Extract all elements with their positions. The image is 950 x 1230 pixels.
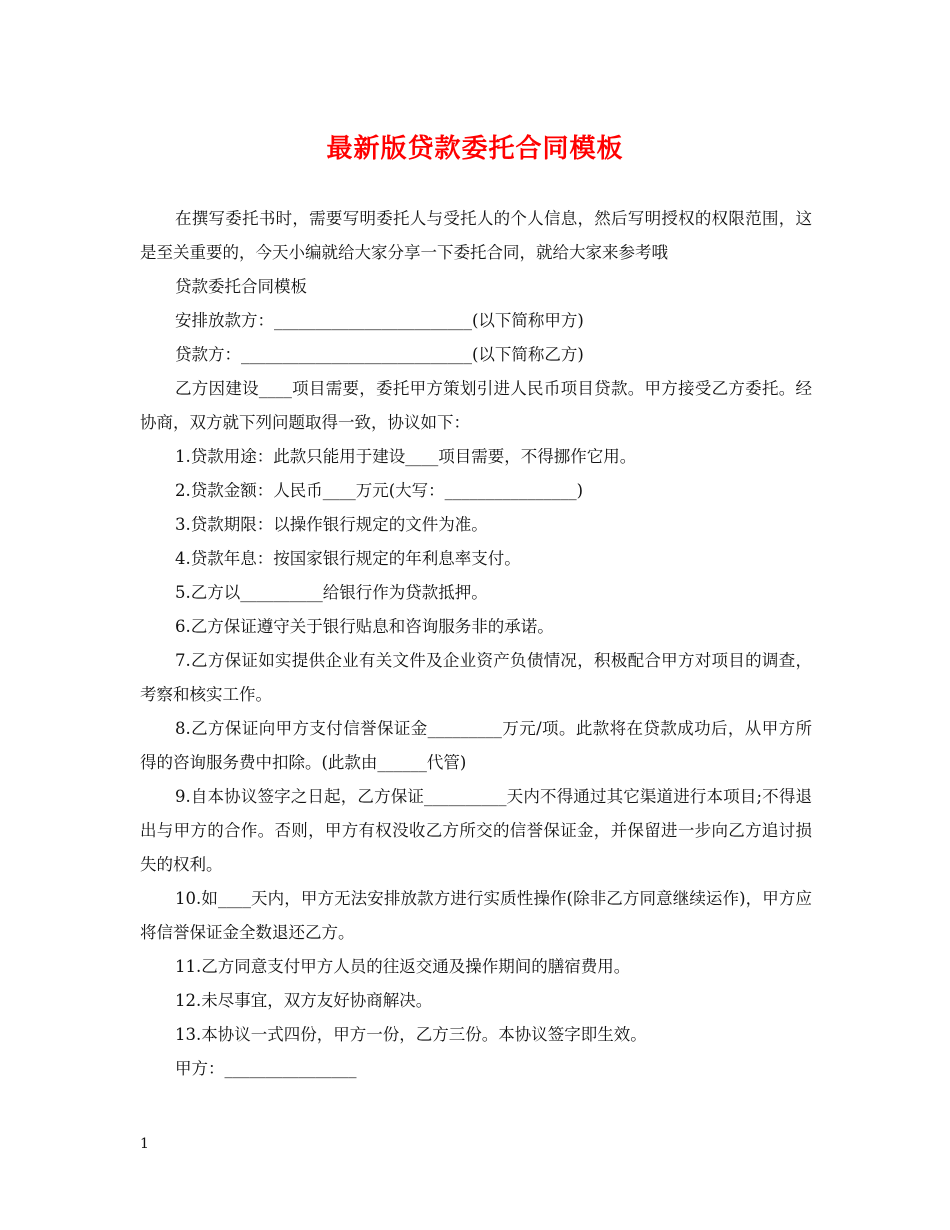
clause-10: 10.如____天内，甲方无法安排放款方进行实质性操作(除非乙方同意继续运作)，甲方应将信誉保证金全数退还乙方。	[140, 889, 812, 942]
clause-13: 13.本协议一式四份，甲方一份，乙方三份。本协议签字即生效。	[175, 1025, 647, 1044]
clause-2: 2.贷款金额：人民币____万元(大写：________________)	[175, 481, 584, 500]
clause-3: 3.贷款期限：以操作银行规定的文件为准。	[175, 515, 488, 534]
clause-8: 8.乙方保证向甲方支付信誉保证金_________万元/项。此款将在贷款成功后，从甲方所得的咨询服务费中扣除。(此款由______代管)	[140, 719, 812, 772]
signature-party-a: 甲方：________________	[175, 1059, 357, 1078]
preamble-paragraph: 乙方因建设____项目需要，委托甲方策划引进人民币项目贷款。甲方接受乙方委托。经协商，双方就下列问题取得一致，协议如下：	[140, 379, 812, 432]
clause-4: 4.贷款年息：按国家银行规定的年利息率支付。	[175, 549, 521, 568]
party-b-line: 贷款方：____________________________(以下简称乙方)	[175, 345, 584, 364]
document-body	[140, 202, 812, 1086]
clause-11: 11.乙方同意支付甲方人员的往返交通及操作期间的膳宿费用。	[175, 957, 631, 976]
document-title: 最新版贷款委托合同模板	[326, 134, 624, 164]
contract-heading: 贷款委托合同模板	[175, 277, 307, 296]
party-a-line: 安排放款方：________________________(以下简称甲方)	[175, 311, 584, 330]
intro-paragraph: 在撰写委托书时，需要写明委托人与受托人的个人信息，然后写明授权的权限范围，这是至关重要的，今天小编就给大家分享一下委托合同，就给大家来参考哦	[140, 209, 812, 262]
clause-9: 9.自本协议签字之日起，乙方保证__________天内不得通过其它渠道进行本项目;不得退出与甲方的合作。否则，甲方有权没收乙方所交的信誉保证金，并保留进一步向乙方追讨损失的权利。	[140, 787, 812, 874]
clause-5: 5.乙方以__________给银行作为贷款抵押。	[175, 583, 488, 602]
clause-6: 6.乙方保证遵守关于银行贴息和咨询服务非的承诺。	[175, 617, 554, 636]
page-number: 1	[140, 1136, 149, 1152]
clause-7: 7.乙方保证如实提供企业有关文件及企业资产负债情况，积极配合甲方对项目的调查，考察和核实工作。	[140, 651, 812, 704]
clause-1: 1.贷款用途：此款只能用于建设____项目需要，不得挪作它用。	[175, 447, 637, 466]
clause-12: 12.未尽事宜，双方友好协商解决。	[175, 991, 433, 1010]
